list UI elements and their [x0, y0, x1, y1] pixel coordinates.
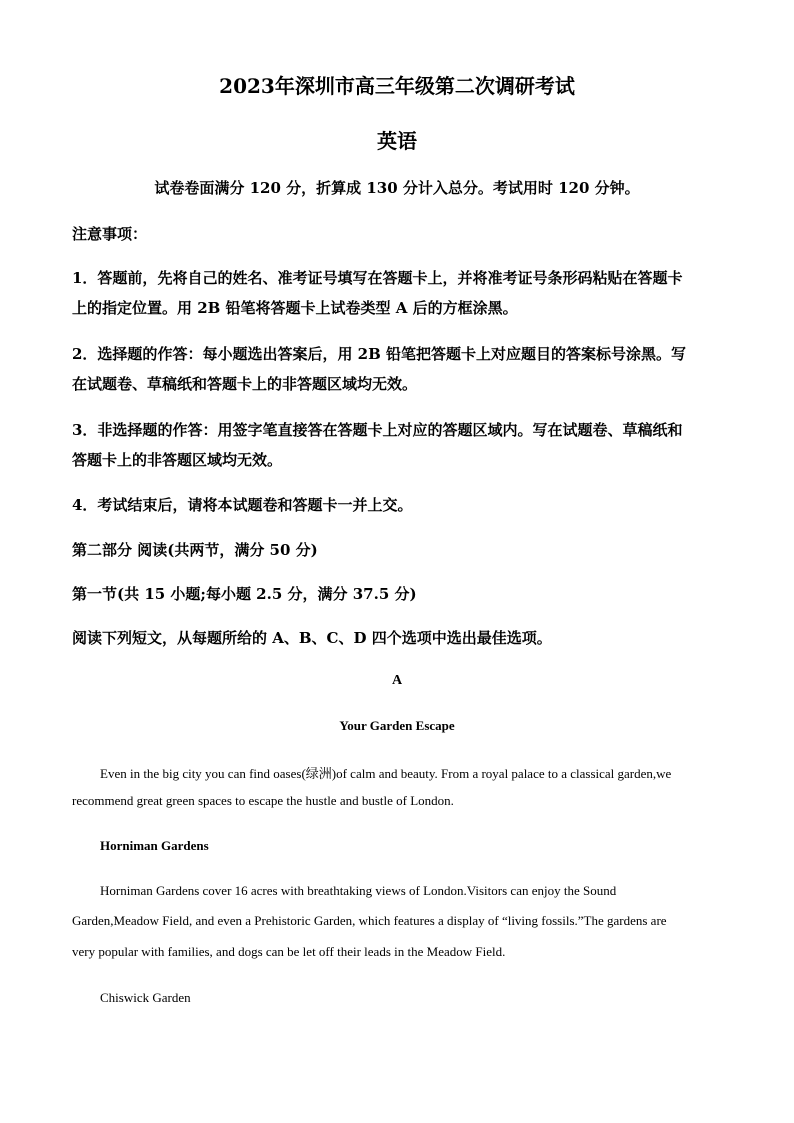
- garden-heading-horniman: Horniman Gardens: [100, 838, 209, 853]
- garden-horniman-line-1: Horniman Gardens cover 16 acres with breathtaking views of London.Visitors can enjoy the Sound: [100, 883, 617, 898]
- notice-item-1-line-1: 1．答题前，先将自己的姓名、准考证号填写在答题卡上，并将准考证号条形码粘贴在答题卡: [72, 269, 683, 287]
- notice-item-3-line-2: 答题卡上的非答题区域均无效。: [72, 451, 283, 469]
- passage-intro-line-1: Even in the big city you can find oases(绿洲)of calm and beauty. From a royal palace to a classical garden,we: [100, 766, 672, 781]
- exam-title: 2023年深圳市高三年级第二次调研考试: [219, 74, 575, 98]
- notice-heading: 注意事项：: [72, 225, 148, 243]
- part-heading: 第二部分 阅读(共两节，满分 50 分): [72, 541, 318, 559]
- section-heading: 第一节(共 15 小题;每小题 2.5 分，满分 37.5 分): [72, 585, 417, 603]
- garden-horniman-line-2: Garden,Meadow Field, and even a Prehistoric Garden, which features a display of “living fossils.”The gardens are: [72, 913, 667, 928]
- notice-item-4-line-1: 4．考试结束后，请将本试题卷和答题卡一并上交。: [72, 496, 413, 514]
- reading-instruction: 阅读下列短文，从每题所给的 A、B、C、D 四个选项中选出最佳选项。: [72, 629, 552, 647]
- score-note: 试卷卷面满分 120 分，折算成 130 分计入总分。考试用时 120 分钟。: [154, 179, 640, 197]
- passage-label: A: [391, 673, 403, 688]
- passage-title: Your Garden Escape: [339, 718, 455, 733]
- notice-item-2-line-1: 2．选择题的作答：每小题选出答案后，用 2B 铅笔把答题卡上对应题目的答案标号涂黑。写: [72, 345, 687, 363]
- notice-item-2-line-2: 在试题卷、草稿纸和答题卡上的非答题区域均无效。: [72, 375, 418, 393]
- garden-horniman-line-3: very popular with families, and dogs can be let off their leads in the Meadow Field.: [72, 944, 506, 959]
- notice-item-3-line-1: 3．非选择题的作答：用签字笔直接答在答题卡上对应的答题区域内。写在试题卷、草稿纸和: [72, 421, 683, 439]
- subject-title: 英语: [377, 129, 417, 153]
- passage-intro-line-2: recommend great green spaces to escape the hustle and bustle of London.: [72, 793, 454, 808]
- garden-heading-chiswick: Chiswick Garden: [100, 990, 191, 1005]
- notice-item-1-line-2: 上的指定位置。用 2B 铅笔将答题卡上试卷类型 A 后的方框涂黑。: [72, 299, 518, 317]
